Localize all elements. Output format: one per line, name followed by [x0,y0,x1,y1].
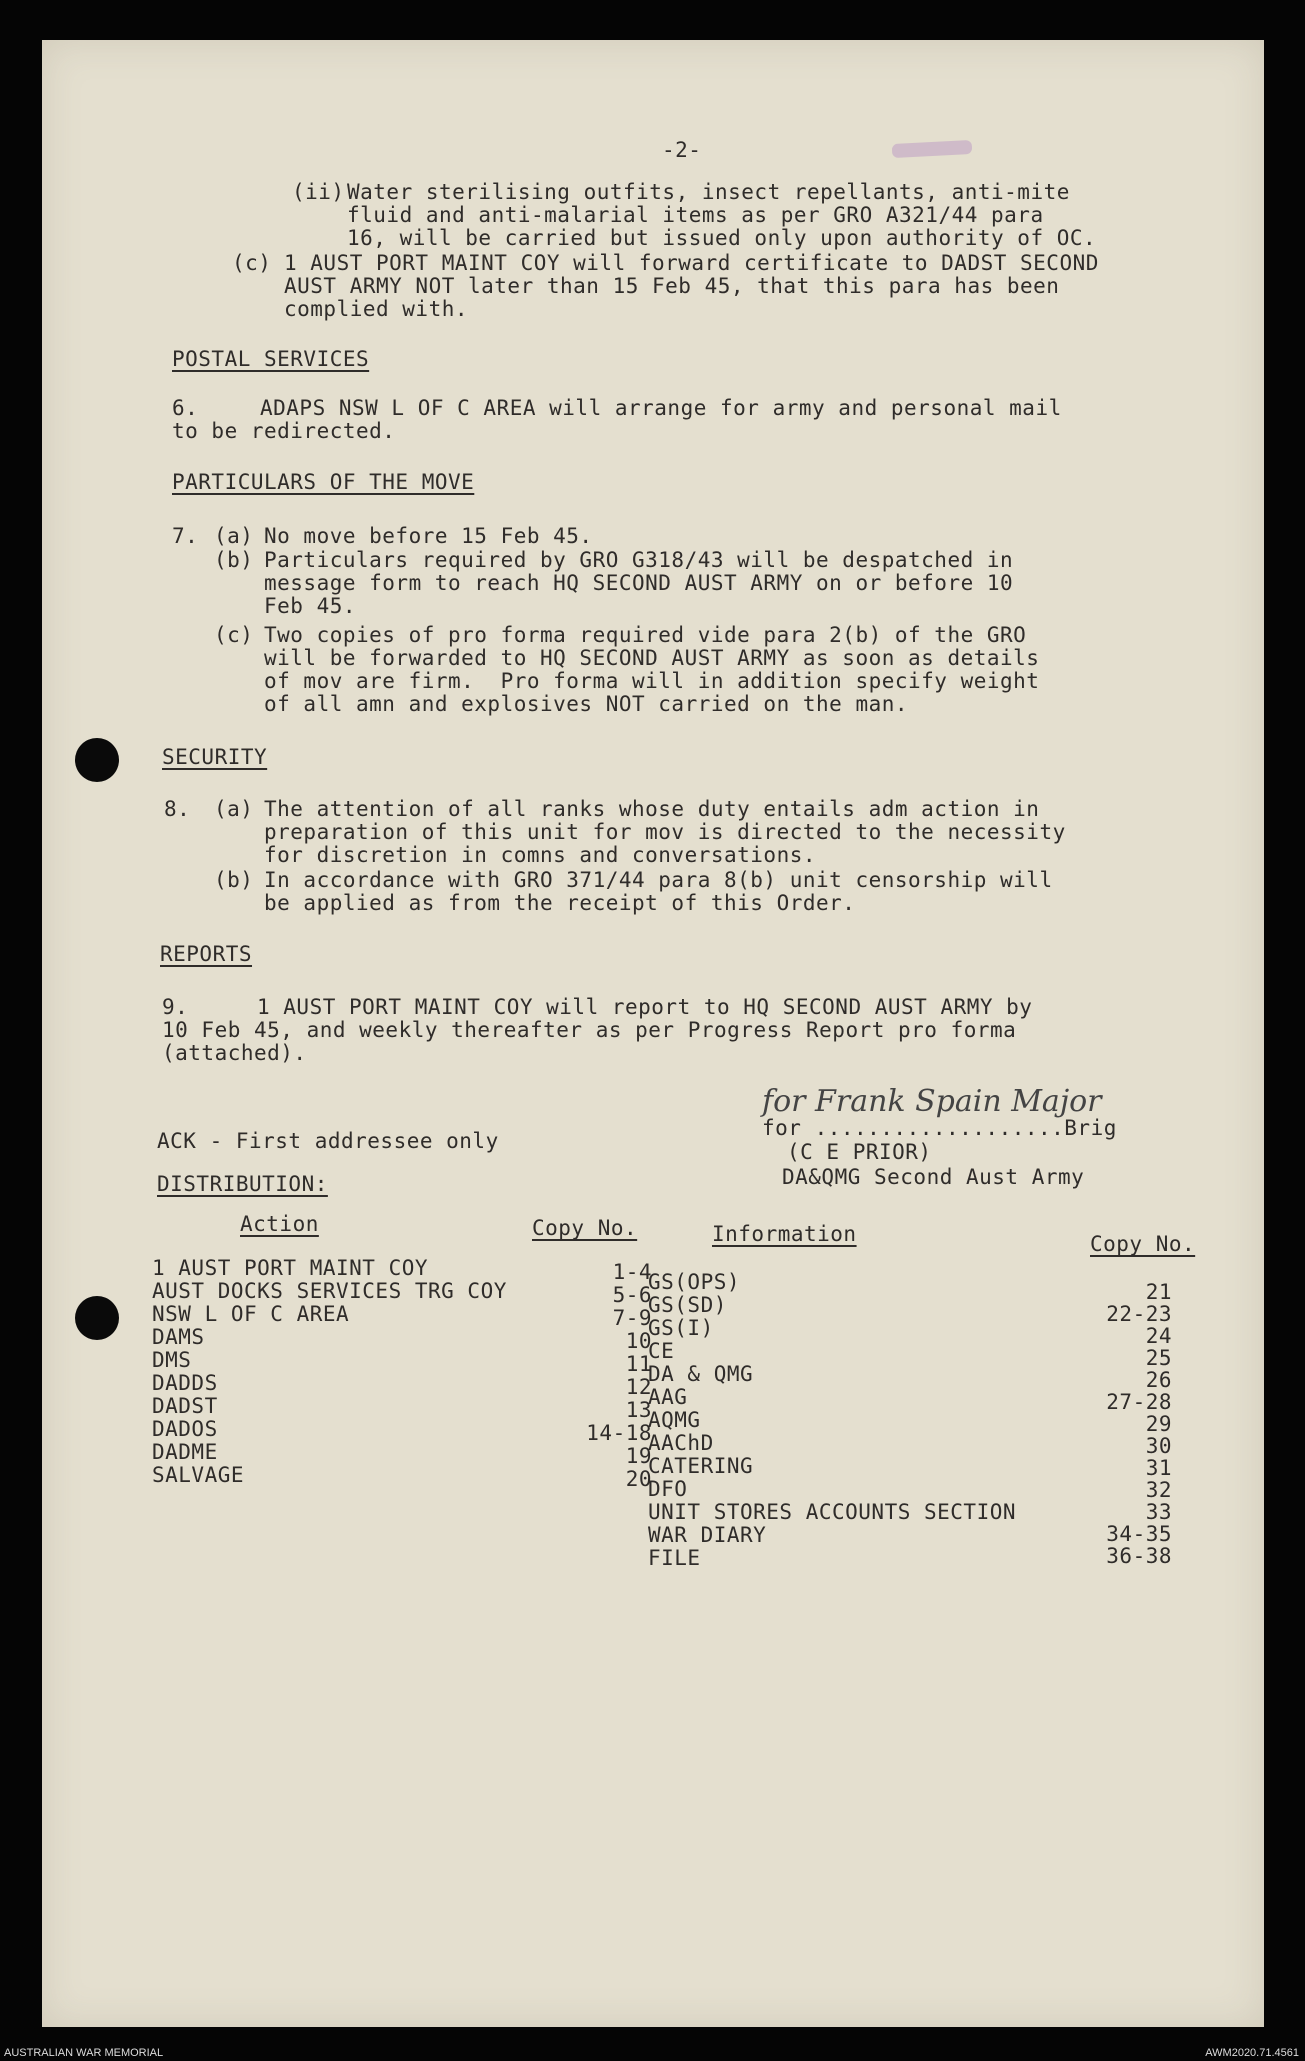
para8-b-line2: be applied as from the receipt of this Order. [264,891,856,915]
para6-line1: ADAPS NSW L OF C AREA will arrange for army and personal mail [260,396,1062,420]
information-addressee: AQMG [648,1408,701,1432]
information-addressee: AAG [648,1385,688,1409]
information-copy-number: 25 [1145,1346,1172,1370]
binder-hole [75,738,119,782]
item-ii-line3: 16, will be carried but issued only upon authority of OC. [347,226,1097,250]
action-addressee: DAMS [152,1325,205,1349]
action-copy-number: 20 [625,1467,652,1491]
action-copy-number: 10 [625,1329,652,1353]
para7-number: 7. [172,524,199,548]
para7-c-line2: will be forwarded to HQ SECOND AUST ARMY as soon as details [264,646,1040,670]
document-page [42,40,1264,2027]
information-copy-number: 32 [1145,1478,1172,1502]
action-addressee: 1 AUST PORT MAINT COY [152,1256,429,1280]
para9-number: 9. [162,995,189,1019]
para7-a-line1: No move before 15 Feb 45. [264,524,593,548]
para8-a-line3: for discretion in comns and conversations. [264,843,817,867]
ink-stamp-mark [892,140,973,158]
signature-dots: for ...................Brig [762,1116,1117,1140]
para8-b-label: (b) [214,868,254,892]
para8-a-line2: preparation of this unit for mov is directed to the necessity [264,820,1066,844]
para7-c-line4: of all amn and explosives NOT carried on the man. [264,692,909,716]
information-addressee: DA & QMG [648,1362,754,1386]
para6-line2: to be redirected. [172,419,396,443]
para8-a-label: (a) [214,797,254,821]
signatory-title: DA&QMG Second Aust Army [782,1165,1085,1189]
action-addressee: DADME [152,1440,218,1464]
information-addressee: AAChD [648,1431,714,1455]
information-addressee: GS(I) [648,1316,714,1340]
footer-source-label: AUSTRALIAN WAR MEMORIAL [4,2047,164,2059]
action-copy-number: 19 [625,1444,652,1468]
signatory-name: (C E PRIOR) [787,1140,932,1164]
information-column-header: Information [712,1222,857,1246]
information-copy-number: 26 [1145,1368,1172,1392]
para8-a-line1: The attention of all ranks whose duty entails adm action in [264,797,1040,821]
information-addressee: UNIT STORES ACCOUNTS SECTION [648,1500,1017,1524]
item-c-line3: complied with. [284,297,469,321]
action-copy-number: 1-4 [612,1260,652,1284]
distribution-heading: DISTRIBUTION: [157,1172,328,1196]
information-addressee: GS(OPS) [648,1270,741,1294]
action-column-header: Action [240,1212,319,1236]
binder-hole [75,1296,119,1340]
para7-c-label: (c) [214,623,254,647]
handwritten-signature: for Frank Spain Major [762,1084,1102,1119]
information-addressee: CE [648,1339,675,1363]
para9-line1: 1 AUST PORT MAINT COY will report to HQ SECOND AUST ARMY by [257,995,1033,1019]
action-copy-number: 11 [625,1352,652,1376]
information-copy-column-header: Copy No. [1090,1232,1196,1256]
action-addressee: DMS [152,1348,192,1372]
footer-accession-number: AWM2020.71.4561 [1205,2047,1299,2059]
information-copy-number: 22-23 [1106,1302,1172,1326]
para9-line3: (attached). [162,1041,307,1065]
information-addressee: GS(SD) [648,1293,727,1317]
action-addressee: DADDS [152,1371,218,1395]
para7-b-label: (b) [214,548,254,572]
para7-b-line2: message form to reach HQ SECOND AUST ARMY on or before 10 [264,571,1014,595]
information-addressee: FILE [648,1546,701,1570]
para8-b-line1: In accordance with GRO 371/44 para 8(b) unit censorship will [264,868,1053,892]
para6-number: 6. [172,396,199,420]
action-addressee: NSW L OF C AREA [152,1302,350,1326]
para7-c-line1: Two copies of pro forma required vide para 2(b) of the GRO [264,623,1027,647]
item-c-line2: AUST ARMY NOT later than 15 Feb 45, that this para has been [284,274,1060,298]
information-copy-number: 29 [1145,1412,1172,1436]
item-ii-label: (ii) [292,180,345,204]
action-copy-column-header: Copy No. [532,1216,638,1240]
information-addressee: DFO [648,1477,688,1501]
information-copy-number: 36-38 [1106,1544,1172,1568]
information-copy-number: 31 [1145,1456,1172,1480]
action-copy-number: 5-6 [612,1283,652,1307]
action-copy-number: 13 [625,1398,652,1422]
para7-a-label: (a) [214,524,254,548]
item-c-line1: 1 AUST PORT MAINT COY will forward certificate to DADST SECOND [284,251,1099,275]
information-copy-number: 34-35 [1106,1522,1172,1546]
action-addressee: DADOS [152,1417,218,1441]
para8-number: 8. [164,797,191,821]
information-addressee: CATERING [648,1454,754,1478]
action-copy-number: 7-9 [612,1306,652,1330]
security-heading: SECURITY [162,745,268,769]
action-addressee: SALVAGE [152,1463,245,1487]
move-heading: PARTICULARS OF THE MOVE [172,470,475,494]
information-copy-number: 33 [1145,1500,1172,1524]
action-addressee: DADST [152,1394,218,1418]
action-addressee: AUST DOCKS SERVICES TRG COY [152,1279,507,1303]
information-copy-number: 30 [1145,1434,1172,1458]
postal-heading: POSTAL SERVICES [172,347,370,371]
action-copy-number: 14-18 [586,1421,652,1445]
action-copy-number: 12 [625,1375,652,1399]
information-copy-number: 24 [1145,1324,1172,1348]
page-number: -2- [662,138,702,162]
information-copy-number: 21 [1145,1280,1172,1304]
ack-line: ACK - First addressee only [157,1129,499,1153]
reports-heading: REPORTS [160,942,253,966]
item-ii-line2: fluid and anti-malarial items as per GRO A321/44 para [347,203,1044,227]
item-c-label: (c) [232,251,272,275]
para7-b-line3: Feb 45. [264,594,357,618]
information-addressee: WAR DIARY [648,1523,767,1547]
information-copy-number: 27-28 [1106,1390,1172,1414]
item-ii-line1: Water sterilising outfits, insect repellants, anti-mite [347,180,1070,204]
para7-b-line1: Particulars required by GRO G318/43 will be despatched in [264,548,1014,572]
para9-line2: 10 Feb 45, and weekly thereafter as per Progress Report pro forma [162,1018,1017,1042]
para7-c-line3: of mov are firm. Pro forma will in addition specify weight [264,669,1040,693]
